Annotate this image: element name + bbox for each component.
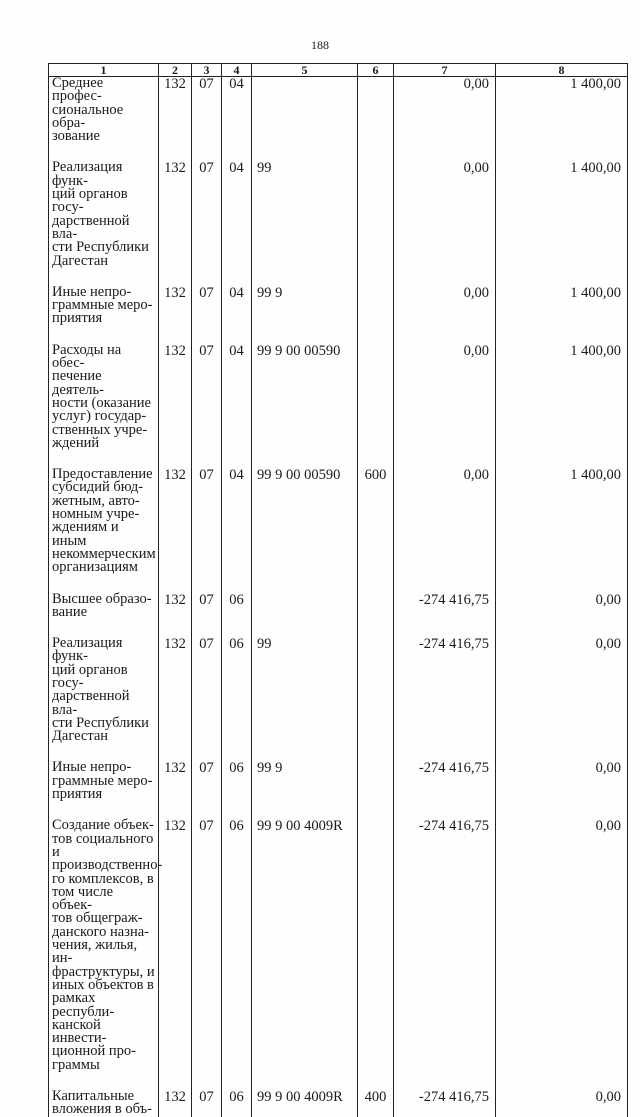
- ministry-code-cell: 132: [159, 637, 192, 761]
- row-name-line: Высшее образо-: [52, 590, 152, 607]
- row-name-line: зование: [52, 128, 100, 145]
- target-article-cell: 99 9: [252, 761, 358, 819]
- row-name-line: граммные меро-: [52, 297, 153, 314]
- row-name-line: канской инвести-: [52, 1016, 107, 1047]
- subsection-code-cell: 06: [222, 637, 252, 761]
- table-row: [49, 286, 628, 344]
- row-name-cell: [49, 590, 159, 638]
- table-header-row: [49, 64, 628, 77]
- row-name-line: Капитальные: [52, 1088, 135, 1104]
- row-name-line: Реализация функ-: [52, 159, 123, 189]
- amount-total-cell: 0,00: [496, 637, 628, 761]
- row-name-line: рамках республи-: [52, 990, 115, 1020]
- expense-type-cell: [358, 286, 394, 344]
- row-name-line: организациям: [52, 559, 138, 576]
- table-row: [49, 468, 628, 592]
- expense-type-cell: [358, 344, 394, 468]
- amount-change-cell: 0,00: [394, 77, 496, 162]
- row-name-line: приятия: [52, 786, 103, 803]
- amount-total-cell: 1 400,00: [496, 468, 628, 592]
- ministry-code-cell: 132: [159, 468, 192, 592]
- row-name-line: го комплексов, в: [52, 870, 154, 887]
- expense-type-cell: [358, 637, 394, 761]
- row-name-line: том числе объек-: [52, 883, 114, 914]
- table-row: [49, 637, 628, 761]
- row-name-line: ности (оказание: [52, 394, 151, 411]
- table-row: [49, 819, 628, 1090]
- row-name-line: Дагестан: [52, 252, 109, 269]
- subsection-code-cell: 04: [222, 161, 252, 285]
- ministry-code-cell: 132: [159, 761, 192, 819]
- expense-type-cell: [358, 819, 394, 1090]
- row-name-line: тов социального и: [52, 830, 154, 860]
- section-code-cell: 07: [192, 593, 222, 638]
- table-row: [49, 761, 628, 819]
- row-name-cell: [49, 761, 159, 819]
- row-name-line: жетным, авто-: [52, 492, 140, 509]
- target-article-cell: 99: [252, 161, 358, 285]
- row-name-line: иных объектов в: [52, 976, 154, 993]
- column-header: 5: [252, 64, 358, 77]
- row-name-line: услуг) государ-: [52, 408, 147, 425]
- subsection-code-cell: 04: [222, 468, 252, 592]
- target-article-cell: 99 9: [252, 286, 358, 344]
- row-name-line: печение деятель-: [52, 368, 104, 398]
- row-name-line: ций органов госу-: [52, 186, 128, 216]
- amount-change-cell: -274 416,75: [394, 819, 496, 1090]
- amount-total-cell: 1 400,00: [496, 344, 628, 468]
- ministry-code-cell: 132: [159, 819, 192, 1090]
- column-header: 1: [49, 64, 159, 77]
- row-name-line: вание: [52, 603, 88, 620]
- ministry-code-cell: 132: [159, 1090, 192, 1117]
- amount-change-cell: 0,00: [394, 161, 496, 285]
- amount-change-cell: -274 416,75: [394, 1090, 496, 1117]
- expense-type-cell: [358, 161, 394, 285]
- section-code-cell: 07: [192, 1090, 222, 1117]
- row-name-cell: [49, 468, 159, 592]
- column-header: 2: [159, 64, 192, 77]
- row-name-line: субсидий бюд-: [52, 479, 144, 496]
- amount-total-cell: 0,00: [496, 1090, 628, 1117]
- row-name-line: Создание объек-: [52, 817, 154, 834]
- budget-table: [48, 63, 628, 1117]
- row-name-cell: [49, 817, 163, 1090]
- target-article-cell: 99: [252, 637, 358, 761]
- expense-type-cell: 400: [358, 1090, 394, 1117]
- subsection-code-cell: 04: [222, 344, 252, 468]
- ministry-code-cell: 132: [159, 593, 192, 638]
- row-name-line: некоммерческим: [52, 545, 156, 562]
- target-article-cell: [252, 593, 358, 638]
- row-name-cell: [49, 77, 159, 162]
- row-name-line: фраструктуры, и: [52, 963, 155, 980]
- row-name-line: ждениям и иным: [52, 519, 119, 549]
- ministry-code-cell: 132: [159, 161, 192, 285]
- row-name-line: ждений: [52, 434, 100, 451]
- row-name-line: граммы: [52, 1056, 100, 1073]
- subsection-code-cell: 06: [222, 761, 252, 819]
- section-code-cell: 07: [192, 161, 222, 285]
- amount-change-cell: -274 416,75: [394, 593, 496, 638]
- section-code-cell: 07: [192, 819, 222, 1090]
- amount-total-cell: 0,00: [496, 819, 628, 1090]
- row-name-line: приятия: [52, 310, 103, 327]
- amount-change-cell: -274 416,75: [394, 761, 496, 819]
- expense-type-cell: [358, 761, 394, 819]
- table-row: [49, 161, 628, 285]
- table-row: [49, 77, 628, 162]
- target-article-cell: 99 9 00 00590: [252, 468, 358, 592]
- row-name-line: номным учре-: [52, 506, 140, 523]
- row-name-line: Реализация функ-: [52, 635, 123, 665]
- column-header: 6: [358, 64, 394, 77]
- target-article-cell: 99 9 00 4009R: [252, 819, 358, 1090]
- section-code-cell: 07: [192, 637, 222, 761]
- expense-type-cell: [358, 593, 394, 638]
- row-name-line: Среднее профес-: [52, 75, 104, 105]
- amount-total-cell: 0,00: [496, 761, 628, 819]
- row-name-line: сти Республики: [52, 714, 149, 731]
- ministry-code-cell: 132: [159, 344, 192, 468]
- table-row: [49, 344, 628, 468]
- column-header: 3: [192, 64, 222, 77]
- row-name-cell: [49, 1090, 159, 1117]
- section-code-cell: 07: [192, 468, 222, 592]
- row-name-line: тов общеграж-: [52, 910, 143, 927]
- row-name-line: дарственной вла-: [52, 688, 130, 718]
- row-name-line: Расходы на обес-: [52, 341, 122, 372]
- subsection-code-cell: 04: [222, 286, 252, 344]
- row-name-line: Дагестан: [52, 728, 109, 745]
- amount-change-cell: 0,00: [394, 286, 496, 344]
- row-name-cell: [49, 341, 159, 468]
- target-article-cell: [252, 77, 358, 162]
- column-header: 4: [222, 64, 252, 77]
- row-name-line: граммные меро-: [52, 772, 153, 789]
- row-name-line: Иные непро-: [52, 283, 132, 300]
- table-row: [49, 1090, 628, 1117]
- row-name-line: сиональное обра-: [52, 101, 124, 131]
- row-name-line: данского назна-: [52, 923, 149, 940]
- amount-total-cell: 1 400,00: [496, 286, 628, 344]
- subsection-code-cell: 04: [222, 77, 252, 162]
- section-code-cell: 07: [192, 286, 222, 344]
- amount-change-cell: 0,00: [394, 344, 496, 468]
- row-name-line: ственных учре-: [52, 421, 148, 438]
- subsection-code-cell: 06: [222, 1090, 252, 1117]
- column-header: 8: [496, 64, 628, 77]
- amount-change-cell: -274 416,75: [394, 637, 496, 761]
- subsection-code-cell: 06: [222, 819, 252, 1090]
- target-article-cell: 99 9 00 00590: [252, 344, 358, 468]
- row-name-line: производственно-: [52, 857, 163, 874]
- row-name-line: вложения в объ-: [52, 1101, 152, 1117]
- table-row: [49, 593, 628, 638]
- column-header: 7: [394, 64, 496, 77]
- amount-total-cell: 0,00: [496, 593, 628, 638]
- row-name-cell: [49, 161, 159, 285]
- amount-total-cell: 1 400,00: [496, 77, 628, 162]
- row-name-line: дарственной вла-: [52, 212, 130, 242]
- target-article-cell: 99 9 00 4009R: [252, 1090, 358, 1117]
- row-name-line: Иные непро-: [52, 759, 132, 776]
- row-name-line: сти Республики: [52, 239, 149, 256]
- expense-type-cell: 600: [358, 468, 394, 592]
- row-name-line: ций органов госу-: [52, 661, 128, 691]
- row-name-line: Предоставление: [52, 466, 153, 483]
- section-code-cell: 07: [192, 761, 222, 819]
- row-name-cell: [49, 283, 159, 344]
- section-code-cell: 07: [192, 77, 222, 162]
- row-name-line: ционной про-: [52, 1043, 137, 1060]
- ministry-code-cell: 132: [159, 286, 192, 344]
- amount-change-cell: 0,00: [394, 468, 496, 592]
- subsection-code-cell: 06: [222, 593, 252, 638]
- ministry-code-cell: 132: [159, 77, 192, 162]
- expense-type-cell: [358, 77, 394, 162]
- amount-total-cell: 1 400,00: [496, 161, 628, 285]
- page-number: 188: [311, 38, 329, 52]
- row-name-cell: [49, 637, 159, 761]
- row-name-line: чения, жилья, ин-: [52, 937, 138, 967]
- section-code-cell: 07: [192, 344, 222, 468]
